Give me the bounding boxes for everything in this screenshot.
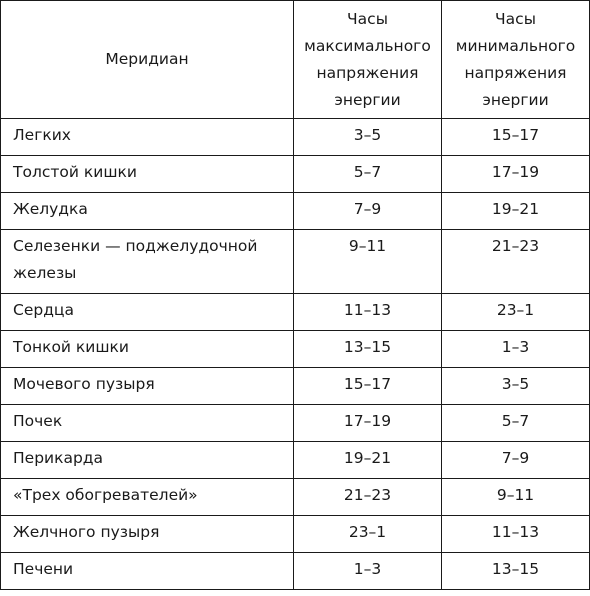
min-hours-cell: 1–3 xyxy=(442,331,590,368)
max-hours-cell: 5–7 xyxy=(294,156,442,193)
table-row xyxy=(1,119,590,156)
table-row xyxy=(1,230,590,294)
header-min-line-2: минимального xyxy=(455,36,576,55)
header-min-line-4: энергии xyxy=(482,90,549,109)
table-row xyxy=(1,405,590,442)
table-row xyxy=(1,331,590,368)
table-row xyxy=(1,553,590,590)
max-hours-cell: 15–17 xyxy=(294,368,442,405)
header-min-hours xyxy=(442,1,590,119)
meridian-cell: Тонкой кишки xyxy=(1,331,294,368)
min-hours-cell: 15–17 xyxy=(442,119,590,156)
meridian-cell: Желчного пузыря xyxy=(1,516,294,553)
header-max-line-4: энергии xyxy=(334,90,401,109)
meridian-cell: Почек xyxy=(1,405,294,442)
meridian-cell: Мочевого пузыря xyxy=(1,368,294,405)
meridian-cell: «Трех обогревателей» xyxy=(1,479,294,516)
meridian-cell: Перикарда xyxy=(1,442,294,479)
min-hours-cell: 19–21 xyxy=(442,193,590,230)
meridian-cell: Печени xyxy=(1,553,294,590)
header-min-line-1: Часы xyxy=(495,9,536,28)
header-min-line-3: напряжения xyxy=(464,63,567,82)
table-row xyxy=(1,479,590,516)
min-hours-cell: 21–23 xyxy=(442,230,590,294)
meridian-cell: Желудка xyxy=(1,193,294,230)
max-hours-cell: 7–9 xyxy=(294,193,442,230)
header-max-line-1: Часы xyxy=(347,9,388,28)
meridian-cell: Сердца xyxy=(1,294,294,331)
table-row xyxy=(1,156,590,193)
table-row xyxy=(1,368,590,405)
min-hours-cell: 11–13 xyxy=(442,516,590,553)
header-meridian: Меридиан xyxy=(1,1,294,119)
max-hours-cell: 11–13 xyxy=(294,294,442,331)
table-row xyxy=(1,294,590,331)
table-row xyxy=(1,442,590,479)
header-max-line-3: напряжения xyxy=(316,63,419,82)
max-hours-cell: 19–21 xyxy=(294,442,442,479)
min-hours-cell: 5–7 xyxy=(442,405,590,442)
header-max-hours xyxy=(294,1,442,119)
header-max-line-2: максимального xyxy=(304,36,431,55)
table-row xyxy=(1,193,590,230)
max-hours-cell: 21–23 xyxy=(294,479,442,516)
meridian-cell: Легких xyxy=(1,119,294,156)
max-hours-cell: 9–11 xyxy=(294,230,442,294)
max-hours-cell: 1–3 xyxy=(294,553,442,590)
min-hours-cell: 13–15 xyxy=(442,553,590,590)
max-hours-cell: 17–19 xyxy=(294,405,442,442)
meridian-cell: Селезенки — поджелудочной железы xyxy=(1,230,294,294)
table-header-row xyxy=(1,1,590,119)
max-hours-cell: 3–5 xyxy=(294,119,442,156)
max-hours-cell: 23–1 xyxy=(294,516,442,553)
table-row xyxy=(1,516,590,553)
min-hours-cell: 17–19 xyxy=(442,156,590,193)
min-hours-cell: 9–11 xyxy=(442,479,590,516)
min-hours-cell: 3–5 xyxy=(442,368,590,405)
min-hours-cell: 23–1 xyxy=(442,294,590,331)
min-hours-cell: 7–9 xyxy=(442,442,590,479)
meridian-cell: Толстой кишки xyxy=(1,156,294,193)
max-hours-cell: 13–15 xyxy=(294,331,442,368)
